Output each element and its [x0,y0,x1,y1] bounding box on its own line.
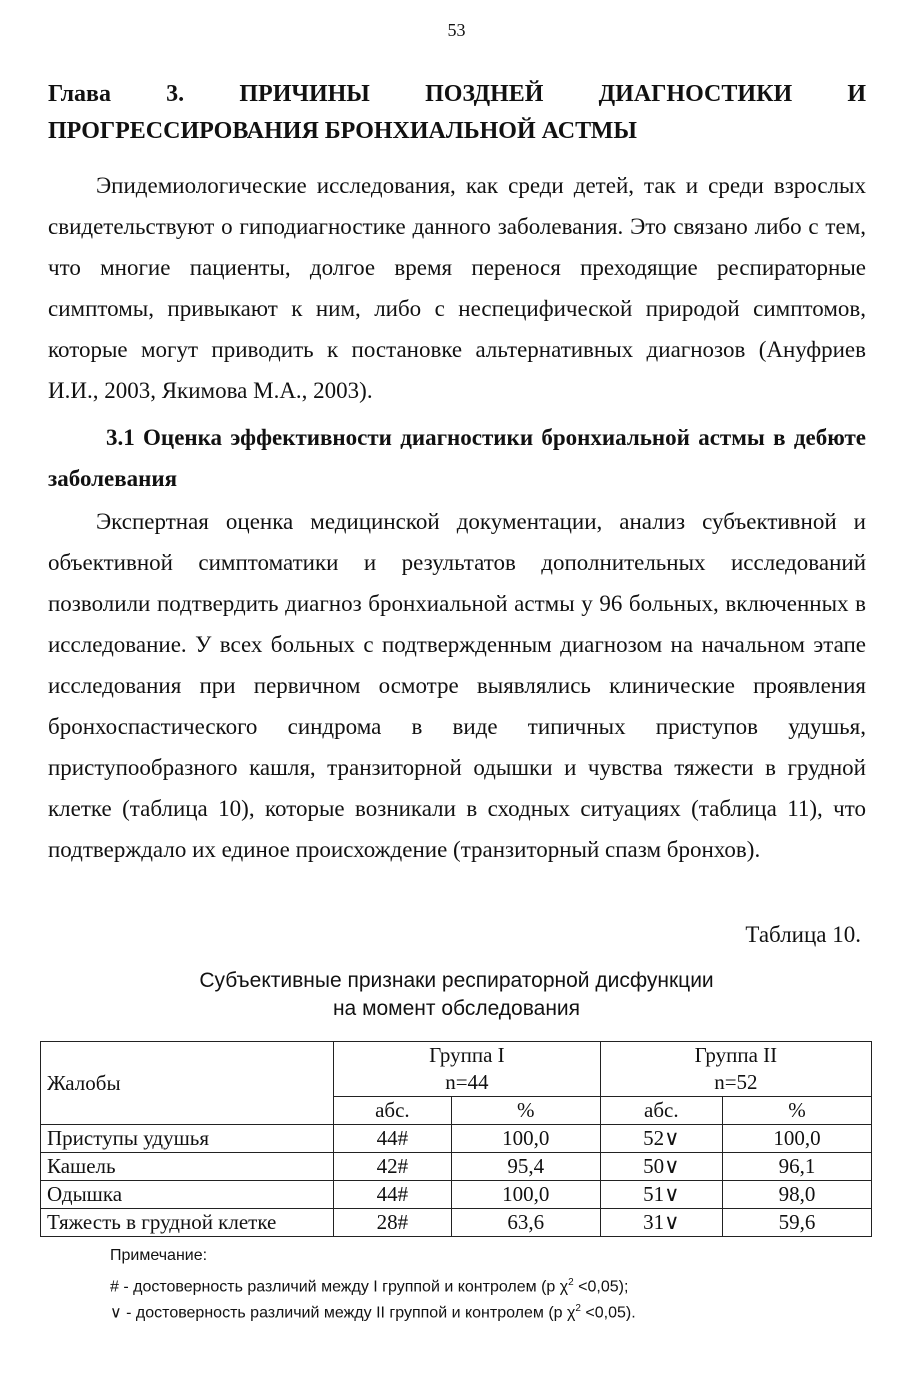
note-2-superscript: 2 [575,1303,581,1314]
cell-g2-pct: 59,6 [722,1209,871,1237]
cell-g1-pct: 95,4 [451,1153,600,1181]
cell-g1-pct: 100,0 [451,1125,600,1153]
group-1-n: n=44 [445,1070,489,1094]
paragraph-2: Экспертная оценка медицинской документации, анализ субъективной и объективной симптоматики и результатов дополнительных исследований позволили подтвердить диагноз бронхиальной астмы у 96 больных, включенных в исследование. У всех больных с подтвержденным диагнозом на начальном этапе исследования при первичном осмотре выявлялись клинические проявления бронхоспастического синдрома в виде типичных приступов удушья, приступообразного кашля, транзиторной одышки и чувства тяжести в грудной клетке (таблица 10), которые возникали в сходных ситуациях (таблица 11), что подтверждало их единое происхождение (транзиторный спазм бронхов). [48,509,866,862]
cell-g1-pct: 63,6 [451,1209,600,1237]
table-caption-line-1: Субъективные признаки респираторной дисфункции [199,969,714,992]
cell-g2-abs: 52∨ [600,1125,722,1153]
cell-g2-abs: 31∨ [600,1209,722,1237]
page-number: 53 [447,20,466,40]
cell-g2-pct: 98,0 [722,1181,871,1209]
cell-g1-abs: 42# [334,1153,452,1181]
group-2-n: n=52 [714,1070,758,1094]
data-table [40,1041,872,1237]
table-row [41,1153,872,1181]
cell-g2-pct: 96,1 [722,1153,871,1181]
section-title: 3.1 Оценка эффективности диагностики бронхиальной астмы в дебюте заболевания [48,425,866,491]
table-header-row [41,1042,872,1097]
note-1-tail: <0,05); [573,1278,629,1296]
table-row [41,1209,872,1237]
header-complaints: Жалобы [41,1042,334,1125]
note-2-tail: <0,05). [580,1304,636,1322]
note-line-2 [110,1297,636,1325]
paragraph-1: Эпидемиологические исследования, как среди детей, так и среди взрослых свидетельствуют о гиподиагностике данного заболевания. Это связано либо с тем, что многие пациенты, долгое время перенося преходящие респираторные симптомы, привыкают к ним, либо с неспецифической природой симптомов, которые могут приводить к постановке альтернативных диагнозов (Ануфриев И.И., 2003, Якимова М.А., 2003). [48,173,866,403]
cell-g2-pct: 100,0 [722,1125,871,1153]
row-label: Кашель [41,1153,334,1181]
table-caption-line-2: на момент обследования [332,997,581,1020]
table-caption [0,967,913,1023]
row-label: Приступы удушья [41,1125,334,1153]
note-1-text: # - достоверность различий между I группой и контролем (р χ [110,1278,569,1296]
cell-g2-abs: 51∨ [600,1181,722,1209]
table-row [41,1125,872,1153]
note-title: Примечание: [110,1247,208,1264]
cell-g1-abs: 44# [334,1125,452,1153]
header-group-1 [334,1042,601,1097]
note-1-superscript: 2 [568,1277,574,1288]
cell-g1-abs: 44# [334,1181,452,1209]
group-1-name: Группа I [429,1043,505,1067]
cell-g2-abs: 50∨ [600,1153,722,1181]
header-g2-abs: абс. [600,1097,722,1125]
cell-g1-pct: 100,0 [451,1181,600,1209]
table-row [41,1181,872,1209]
cell-g1-abs: 28# [334,1209,452,1237]
group-2-name: Группа II [694,1043,778,1067]
row-label: Тяжесть в грудной клетке [41,1209,334,1237]
table-label: Таблица 10. [745,922,861,947]
row-label: Одышка [41,1181,334,1209]
header-g1-pct: % [451,1097,600,1125]
header-group-2 [600,1042,871,1097]
chapter-title: Глава 3. ПРИЧИНЫ ПОЗДНЕЙ ДИАГНОСТИКИ И ПРОГРЕССИРОВАНИЯ БРОНХИАЛЬНОЙ АСТМЫ [48,81,866,144]
note-line-1 [110,1271,628,1299]
header-g1-abs: абс. [334,1097,452,1125]
note-2-text: ∨ - достоверность различий между II группой и контролем (р χ [110,1304,576,1322]
header-g2-pct: % [722,1097,871,1125]
